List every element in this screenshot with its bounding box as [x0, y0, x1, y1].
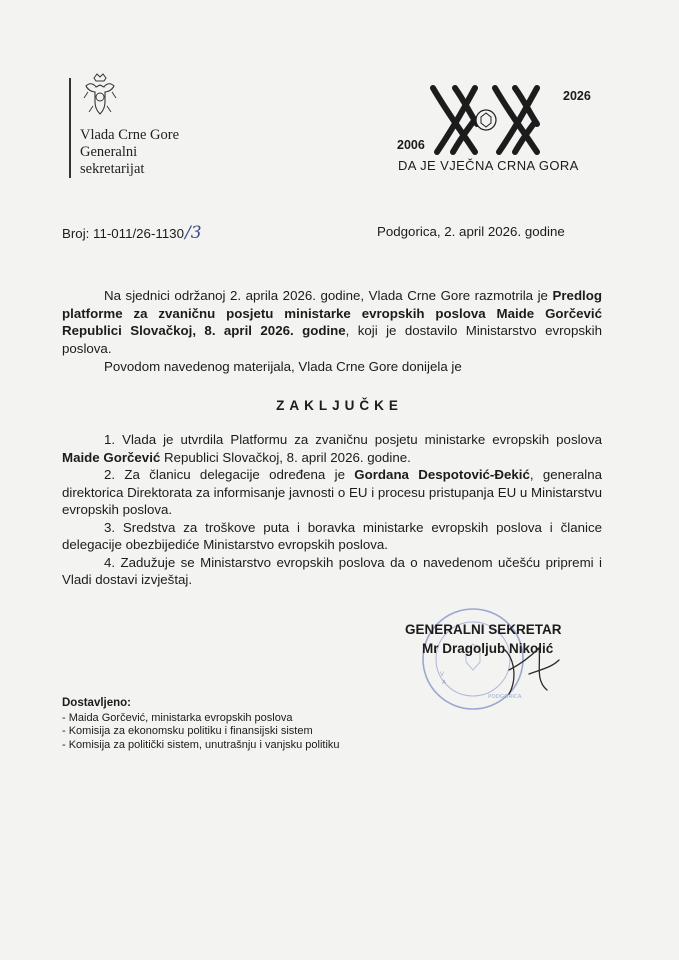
gov-line-3: sekretarijat — [80, 161, 145, 177]
conclusions-heading: ZAKLJUČKE — [276, 398, 403, 413]
reference-number — [62, 223, 202, 243]
conclusion-item-1 — [62, 431, 602, 466]
jubilee-year-start: 2006 — [397, 138, 425, 152]
intro-text-b: , koji je dostavilo Ministarstvo evropskih poslova. — [62, 323, 602, 356]
item2-text-b: , generalna direktorica Direktorata za informisanje javnosti o EU i procesu pristupanja EU u Ministarstvu evropskih poslova. — [62, 467, 603, 517]
signatory-name: Mr Dragoljub Nikolić — [422, 641, 554, 656]
distribution-item: - Maida Gorčević, ministarka evropskih poslova — [62, 711, 293, 724]
svg-text:V: V — [440, 671, 445, 678]
item1-text-a: 1. Vlada je utvrdila Platformu za zvaničnu posjetu ministarke evropskih poslova — [104, 432, 602, 447]
item1-text-bold: Maide Gorčević — [62, 449, 161, 465]
svg-text:A: A — [442, 679, 447, 686]
header-divider — [69, 78, 71, 178]
jubilee-year-end: 2026 — [563, 89, 591, 103]
gov-line-1: Vlada Crne Gore — [80, 127, 180, 143]
signatory-role: GENERALNI SEKRETAR — [405, 622, 562, 637]
distribution-item: - Komisija za politički sistem, unutrašnju i vanjsku politiku — [62, 738, 340, 751]
conclusion-item-3: 3. Sredstva za troškove puta i boravka ministarke evropskih poslova i članice delegacije obezbijediće Ministarstvo evropskih poslova. — [62, 519, 602, 552]
handwritten-suffix: /3 — [184, 223, 202, 243]
jubilee-logo — [395, 82, 605, 182]
conclusions-list — [62, 431, 602, 589]
distribution-item: - Komisija za ekonomsku politiku i finansijski sistem — [62, 725, 313, 737]
coat-of-arms-icon — [80, 72, 120, 118]
handwritten-signature-icon — [495, 640, 565, 700]
svg-text:PODGORICA: PODGORICA — [488, 694, 522, 700]
intro-text-bold: Predlog platforme za zvaničnu posjetu ministarke evropskih poslova Maide Gorčević Republici Slovačkoj, 8. april 2026. godine — [62, 288, 602, 338]
place-date: Podgorica, 2. april 2026. godine — [377, 224, 565, 239]
distribution-title: Dostavljeno: — [62, 697, 132, 709]
distribution-list — [62, 697, 340, 752]
item1-text-b: Republici Slovačkoj, 8. april 2026. godine. — [160, 449, 411, 465]
decision-paragraph: Povodom navedenog materijala, Vlada Crne Gore donijela je — [104, 359, 462, 374]
gov-line-2: Generalni — [80, 144, 138, 160]
conclusion-item-2 — [62, 466, 602, 519]
conclusion-item-4: 4. Zadužuje se Ministarstvo evropskih poslova da o navedenom učešću pripremi i Vladi dostavi izvještaj. — [62, 554, 602, 587]
item2-text-bold: Gordana Despotović-Đekić — [354, 467, 530, 482]
intro-text-a: Na sjednici održanoj 2. aprila 2026. godine, Vlada Crne Gore razmotrila je — [104, 288, 553, 303]
intro-paragraph — [62, 287, 602, 357]
jubilee-motto: DA JE VJEČNA CRNA GORA — [398, 158, 579, 173]
item2-text-a: 2. Za članicu delegacije određena je — [104, 467, 355, 482]
government-name — [80, 127, 179, 178]
reference-number-text: Broj: 11-011/26-1130 — [62, 226, 184, 241]
